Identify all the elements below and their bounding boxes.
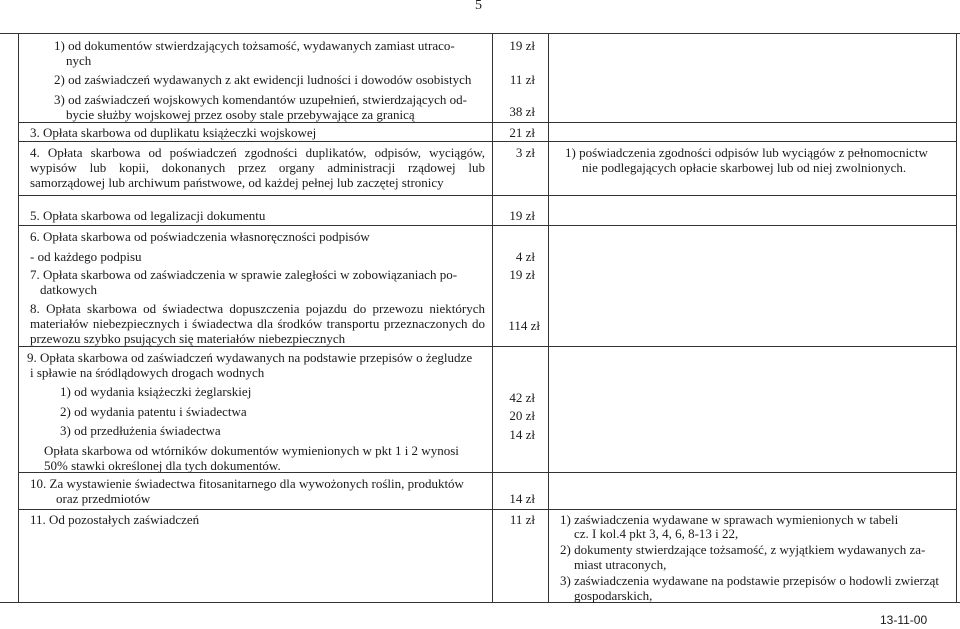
item-7-amount: 19 zł [509, 267, 535, 282]
table-top-border [0, 33, 960, 34]
item-1-2-text: 2) od zaświadczeń wydawanych z akt ewidencji ludności i dowodów osobistych [54, 72, 472, 87]
row-divider [18, 122, 956, 123]
item-9-3-text: 3) od przedłużenia świadectwa [60, 423, 221, 438]
row-divider [18, 509, 956, 510]
item-1-3-amount: 38 zł [509, 104, 535, 119]
item-1-1-line-1: 1) od dokumentów stwierdzających tożsamość, wydawanych zamiast utraco- [54, 38, 455, 53]
item-6-amount: 4 zł [515, 249, 535, 264]
item-9-line-2: i spławie na śródlądowych drogach wodnych [30, 365, 265, 380]
item-11-note-3-line-2: gospodarskich, [574, 588, 653, 603]
item-5-text: 5. Opłata skarbowa od legalizacji dokumentu [30, 208, 266, 223]
item-6-subtext: - od każdego podpisu [30, 249, 142, 264]
item-4-note-line-1: 1) poświadczenia zgodności odpisów lub wyciągów z pełnomocnictw [565, 145, 928, 160]
item-3-text: 3. Opłata skarbowa od duplikatu książeczki wojskowej [30, 125, 317, 140]
row-divider [18, 472, 956, 473]
table-bottom-border [0, 602, 960, 603]
row-divider [18, 225, 956, 226]
item-1-1-amount: 19 zł [509, 38, 535, 53]
item-10-line-1: 10. Za wystawienie świadectwa fitosanitarnego dla wywożonych roślin, produktów [30, 476, 464, 491]
item-9-line-1: 9. Opłata skarbowa od zaświadczeń wydawanych na podstawie przepisów o żegludze [27, 350, 473, 365]
item-1-1-line-2: nych [66, 53, 92, 68]
item-11-amount: 11 zł [509, 512, 535, 527]
item-11-note-3-line-1: 3) zaświadczenia wydawane na podstawie przepisów o hodowli zwierząt [560, 573, 940, 588]
item-11-note-2-line-2: miast utraconych, [574, 557, 667, 572]
item-4-note-line-2: nie podlegających opłacie skarbowej lub od niej zwolnionych. [582, 160, 907, 175]
item-9-3-amount: 14 zł [509, 427, 535, 442]
item-8-text: 8. Opłata skarbowa od świadectwa dopuszczenia pojazdu do przewozu niektórych materiałów niebezpiecznych i świadectwa dla środków transportu przeznaczonych do przewozu szybko psujących się materiałów niebezpiecznych [30, 301, 485, 346]
table-left-border [18, 34, 19, 602]
item-4-text: 4. Opłata skarbowa od poświadczeń zgodności duplikatów, odpisów, wyciągów, wypisów lub kopii, dokonanych przez organy administracji rządowej lub samorządowej lub archiwum państwowe, od każdej pełnej lub zaczętej stronicy [30, 145, 485, 190]
page-number: 5 [475, 0, 482, 13]
footer-code: 13-11-00 [880, 613, 928, 627]
item-9-1-text: 1) od wydania książeczki żeglarskiej [60, 384, 252, 399]
item-10-line-2: oraz przedmiotów [56, 491, 151, 506]
item-9-duplicate-line-2: 50% stawki określonej dla tych dokumentów. [44, 458, 281, 473]
item-10-amount: 14 zł [509, 491, 535, 506]
item-7-line-2: datkowych [40, 282, 98, 297]
row-divider [18, 141, 956, 142]
row-divider [18, 195, 956, 196]
item-9-1-amount: 42 zł [509, 390, 535, 405]
row-divider [18, 346, 956, 347]
item-1-3-line-2: bycie służby wojskowej przez osoby stale przebywające za granicą [66, 107, 415, 122]
item-9-2-text: 2) od wydania patentu i świadectwa [60, 404, 247, 419]
item-7-line-1: 7. Opłata skarbowa od zaświadczenia w sprawie zaległości w zobowiązaniach po- [30, 267, 458, 282]
item-9-2-amount: 20 zł [509, 408, 535, 423]
item-11-note-1-line-1: 1) zaświadczenia wydawane w sprawach wymienionych w tabeli [560, 512, 899, 527]
item-1-3-line-1: 3) od zaświadczeń wojskowych komendantów uzupełnień, stwierdzających od- [54, 92, 467, 107]
item-4-amount: 3 zł [515, 145, 535, 160]
item-11-note-1-line-2: cz. I kol.4 pkt 3, 4, 6, 8-13 i 22, [574, 526, 739, 541]
item-11-note-2-line-1: 2) dokumenty stwierdzające tożsamość, z wyjątkiem wydawanych za- [560, 542, 926, 557]
item-1-2-amount: 11 zł [509, 72, 535, 87]
item-8-amount: 114 zł [508, 318, 540, 333]
table-right-border [956, 34, 957, 602]
item-6-text: 6. Opłata skarbowa od poświadczenia własnoręczności podpisów [30, 229, 370, 244]
table-column-divider-notes [548, 34, 549, 602]
item-11-text: 11. Od pozostałych zaświadczeń [30, 512, 200, 527]
item-3-amount: 21 zł [509, 125, 535, 140]
item-9-duplicate-line-1: Opłata skarbowa od wtórników dokumentów wymienionych w pkt 1 i 2 wynosi [44, 443, 459, 458]
item-5-amount: 19 zł [509, 208, 535, 223]
